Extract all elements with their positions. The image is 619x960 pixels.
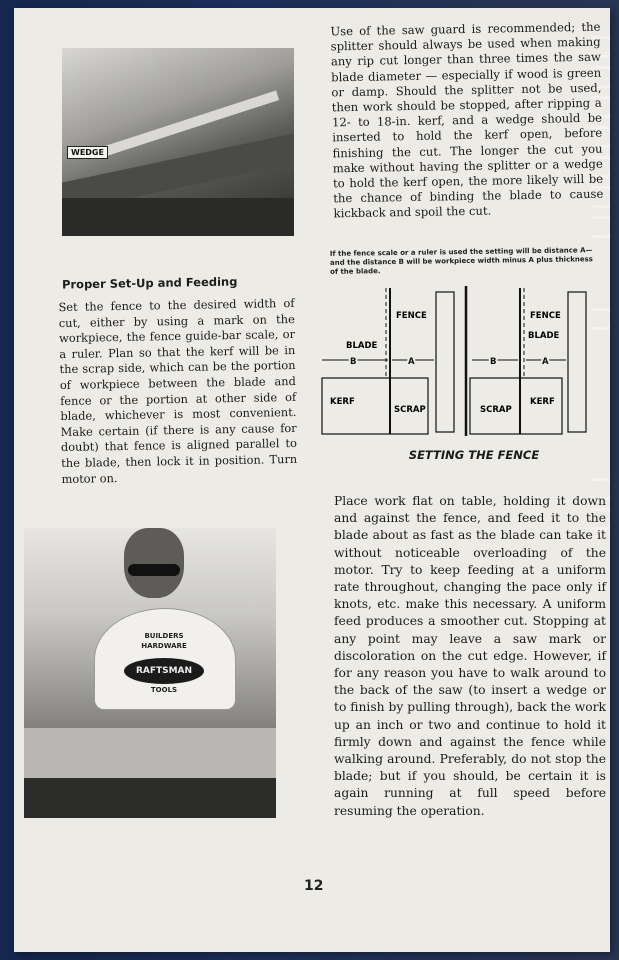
left-b-label: B <box>350 357 357 367</box>
left-a-label: A <box>408 357 415 367</box>
operator-photo <box>24 528 276 818</box>
diagram-left <box>322 288 454 434</box>
safety-glasses <box>128 564 180 576</box>
left-kerf-label: KERF <box>330 397 355 407</box>
diagram-right <box>470 288 586 434</box>
left-fence-label: FENCE <box>396 311 427 321</box>
right-fence-label: FENCE <box>530 311 561 321</box>
right-scrap-label: SCRAP <box>480 405 512 415</box>
setup-paragraph: Set the fence to the desired width of cut, either by using a mark on the workpiece, the fence guide-bar scale, or a ruler. Plan so that the kerf will be in the scrap side, which can be the portion of workpiece between the blade and fence or the portion at other side of blade, whichever is most convenient. Make certain (if there is any cause for doubt) that fence is aligned parallel to the blade, then lock it in position. Turn motor on. <box>58 295 298 486</box>
feeding-paragraph: Place work flat on table, holding it down and against the fence, and feed it to the blade about as fast as the blade can take it without noticeable overloading of the motor. Try to keep feeding at a uniform rate throughout, changing the pace only if knots, etc. make this necessary. A uniform feed produces a smoother cut. Stopping at any point may leave a saw mark or discoloration on the cut edge. However, if for any reason you have to walk around to the back of the saw (to insert a wedge or to finish by pulling through), back the work up an inch or two and continue to hold it firmly down and against the fence while walking around. Preferably, do not stop the blade; but if you should, be certain it is again running at full speed before resuming the operation. <box>334 494 606 818</box>
diagram-title: SETTING THE FENCE <box>408 448 540 462</box>
right-blade-label: BLADE <box>528 331 560 341</box>
saw-guard-paragraph: Use of the saw guard is recommended; the splitter should always be used when making any rip cut longer than three times the saw blade diameter — especially if wood is green or damp. Should the splitter not be used, then work should be stopped, after ripping a 12- to 18-in. kerf, and a wedge should be inserted to hold the kerf open, before finishing the cut. The longer the cut you make without having the splitter or a wedge to hold the kerf open, the more likely will be the chance of binding the blade to cause kickback and spoil the cut. <box>330 19 604 221</box>
diagram-caption: If the fence scale or a ruler is used the setting will be distance A— and the distance B will be workpiece width minus A plus thickness of the blade. <box>329 246 593 276</box>
logo-text: RAFTSMAN <box>135 666 193 676</box>
apron-text-2: HARDWARE <box>141 642 187 650</box>
right-b-label: B <box>490 357 497 367</box>
fence-diagram <box>320 286 592 436</box>
craftsman-logo <box>124 658 204 684</box>
left-blade-label: BLADE <box>346 341 378 351</box>
right-kerf-label: KERF <box>530 397 555 407</box>
section-heading: Proper Set-Up and Feeding <box>61 274 238 292</box>
page-number: 12 <box>304 878 324 894</box>
binder-ring <box>591 216 610 238</box>
binder-ring <box>591 308 610 330</box>
wedge-label: WEDGE <box>67 146 108 159</box>
manual-page <box>14 8 610 952</box>
saw-wedge-photo <box>62 48 294 236</box>
right-a-label: A <box>542 357 549 367</box>
apron-text-1: BUILDERS <box>144 632 184 640</box>
left-scrap-label: SCRAP <box>394 405 426 415</box>
logo-sub-text: TOOLS <box>150 686 178 694</box>
operator-head <box>124 528 184 598</box>
